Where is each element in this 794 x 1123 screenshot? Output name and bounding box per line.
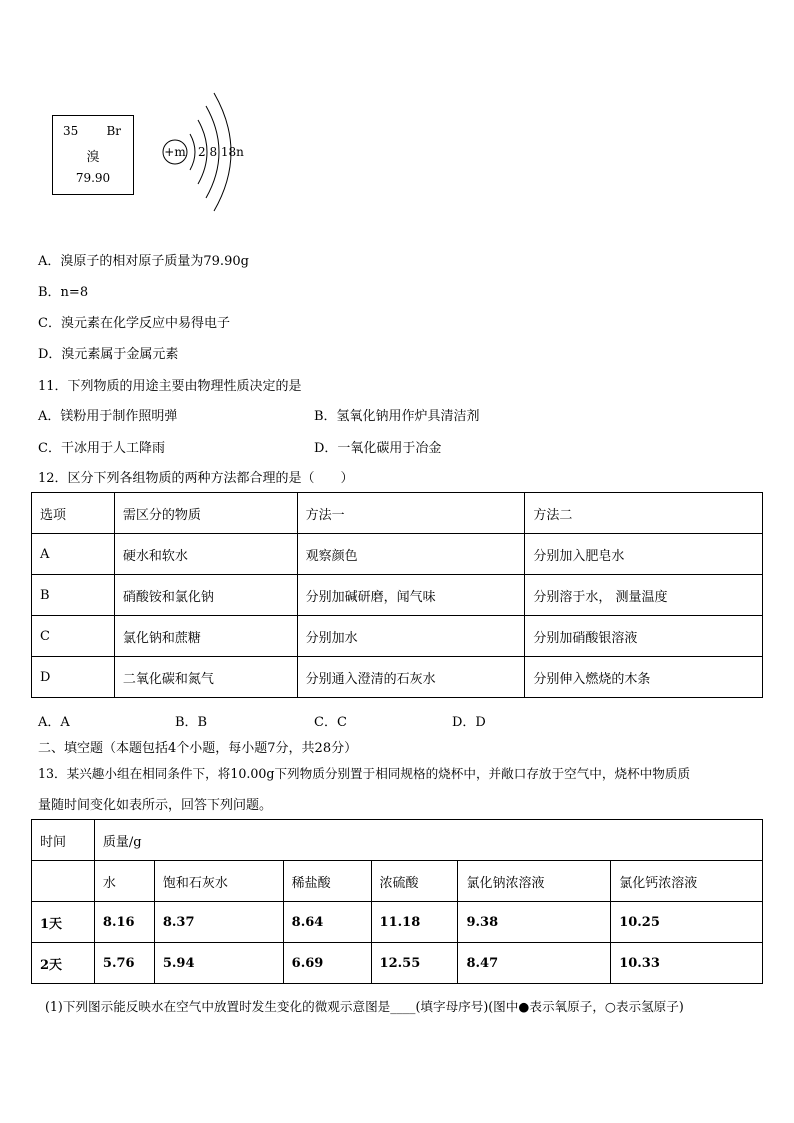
shell-arc-1 bbox=[190, 134, 195, 170]
q10-option-c: C．溴元素在化学反应中易得电子 bbox=[38, 316, 230, 331]
table-header-cell: 选项 bbox=[32, 493, 115, 534]
table-cell bbox=[32, 861, 95, 902]
q11-option-c: C．干冰用于人工降雨 bbox=[38, 441, 165, 456]
table-header-cell: 氯化钙浓溶液 bbox=[611, 861, 763, 902]
q12-table bbox=[31, 492, 763, 698]
time-header-cell: 时间 bbox=[32, 820, 95, 861]
table-cell: 8.37 bbox=[154, 902, 283, 943]
table-header-cell: 需区分的物质 bbox=[114, 493, 297, 534]
atomic-number: 35 bbox=[63, 124, 79, 138]
element-card bbox=[52, 115, 134, 195]
q13-table bbox=[31, 819, 763, 984]
table-header-cell: 稀盐酸 bbox=[283, 861, 371, 902]
table-cell: 8.16 bbox=[94, 902, 154, 943]
table-cell: 二氧化碳和氮气 bbox=[114, 657, 297, 698]
atom-structure-diagram bbox=[160, 90, 260, 215]
table-row bbox=[32, 616, 763, 657]
q11-option-b: B．氢氧化钠用作炉具清洁剂 bbox=[314, 409, 480, 424]
table-row bbox=[32, 902, 763, 943]
q13-stem-line1: 13．某兴趣小组在相同条件下，将10.00g下列物质分别置于相同规格的烧杯中，并敞口存放于空气中，烧杯中物质质 bbox=[38, 766, 691, 781]
q11-stem: 11．下列物质的用途主要由物理性质决定的是 bbox=[38, 379, 302, 394]
table-header-cell: 浓硫酸 bbox=[371, 861, 458, 902]
element-name: 溴 bbox=[86, 150, 100, 165]
table-cell: 8.47 bbox=[458, 943, 611, 984]
table-cell: B bbox=[32, 575, 115, 616]
table-cell: 分别加硝酸银溶液 bbox=[525, 616, 763, 657]
table-header-row bbox=[32, 493, 763, 534]
section-heading: 二、填空题（本题包括4个小题，每小题7分，共28分） bbox=[38, 741, 358, 756]
table-cell: 9.38 bbox=[458, 902, 611, 943]
table-cell: 8.64 bbox=[283, 902, 371, 943]
table-cell: 5.94 bbox=[154, 943, 283, 984]
table-header-cell: 氯化钠浓溶液 bbox=[458, 861, 611, 902]
q12-stem: 12．区分下列各组物质的两种方法都合理的是（ ） bbox=[38, 471, 354, 486]
table-cell: 10.25 bbox=[611, 902, 763, 943]
table-cell: 氯化钠和蔗糖 bbox=[114, 616, 297, 657]
q11-option-d: D．一氧化碳用于冶金 bbox=[314, 441, 442, 456]
table-header-row bbox=[32, 820, 763, 861]
table-cell: 分别加水 bbox=[297, 616, 525, 657]
table-cell: 2天 bbox=[32, 943, 95, 984]
table-row bbox=[32, 575, 763, 616]
q12-option-b: B．B bbox=[175, 715, 208, 730]
shell-electrons: 2 8 18n bbox=[198, 145, 244, 159]
table-cell: 5.76 bbox=[94, 943, 154, 984]
element-symbol: Br bbox=[106, 124, 121, 138]
table-cell: 12.55 bbox=[371, 943, 458, 984]
table-subheader-row bbox=[32, 861, 763, 902]
table-row bbox=[32, 657, 763, 698]
q13-stem-line2: 量随时间变化如表所示，回答下列问题。 bbox=[38, 798, 273, 813]
table-cell: 硬水和软水 bbox=[114, 534, 297, 575]
table-cell: D bbox=[32, 657, 115, 698]
table-cell: 分别加碱研磨，闻气味 bbox=[297, 575, 525, 616]
table-cell: 6.69 bbox=[283, 943, 371, 984]
table-cell: 1天 bbox=[32, 902, 95, 943]
atomic-mass: 79.90 bbox=[75, 171, 111, 185]
q10-option-d: D．溴元素属于金属元素 bbox=[38, 347, 179, 362]
table-cell: 分别溶于水， 测量温度 bbox=[525, 575, 763, 616]
table-header-cell: 饱和石灰水 bbox=[154, 861, 283, 902]
q13-sub1: (1)下列图示能反映水在空气中放置时发生变化的微观示意图是____(填字母序号)(图中●表示氧原子，○表示氢原子) bbox=[45, 999, 684, 1014]
q12-option-d: D．D bbox=[452, 715, 486, 730]
q10-option-a: A．溴原子的相对原子质量为79.90g bbox=[38, 254, 249, 269]
table-cell: 分别通入澄清的石灰水 bbox=[297, 657, 525, 698]
nucleus-charge: +m bbox=[164, 145, 186, 159]
table-row bbox=[32, 534, 763, 575]
table-cell: 11.18 bbox=[371, 902, 458, 943]
table-cell: C bbox=[32, 616, 115, 657]
table-row bbox=[32, 943, 763, 984]
table-cell: A bbox=[32, 534, 115, 575]
table-cell: 观察颜色 bbox=[297, 534, 525, 575]
q10-option-b: B．n=8 bbox=[38, 285, 89, 300]
q12-option-a: A．A bbox=[38, 715, 70, 730]
table-cell: 分别伸入燃烧的木条 bbox=[525, 657, 763, 698]
table-cell: 硝酸铵和氯化钠 bbox=[114, 575, 297, 616]
table-header-cell: 方法一 bbox=[297, 493, 525, 534]
table-cell: 分别加入肥皂水 bbox=[525, 534, 763, 575]
q12-option-c: C．C bbox=[314, 715, 347, 730]
table-cell: 10.33 bbox=[611, 943, 763, 984]
table-header-cell: 方法二 bbox=[525, 493, 763, 534]
table-header-cell: 水 bbox=[94, 861, 154, 902]
q11-option-a: A．镁粉用于制作照明弹 bbox=[38, 409, 178, 424]
mass-header-cell: 质量/g bbox=[94, 820, 762, 861]
